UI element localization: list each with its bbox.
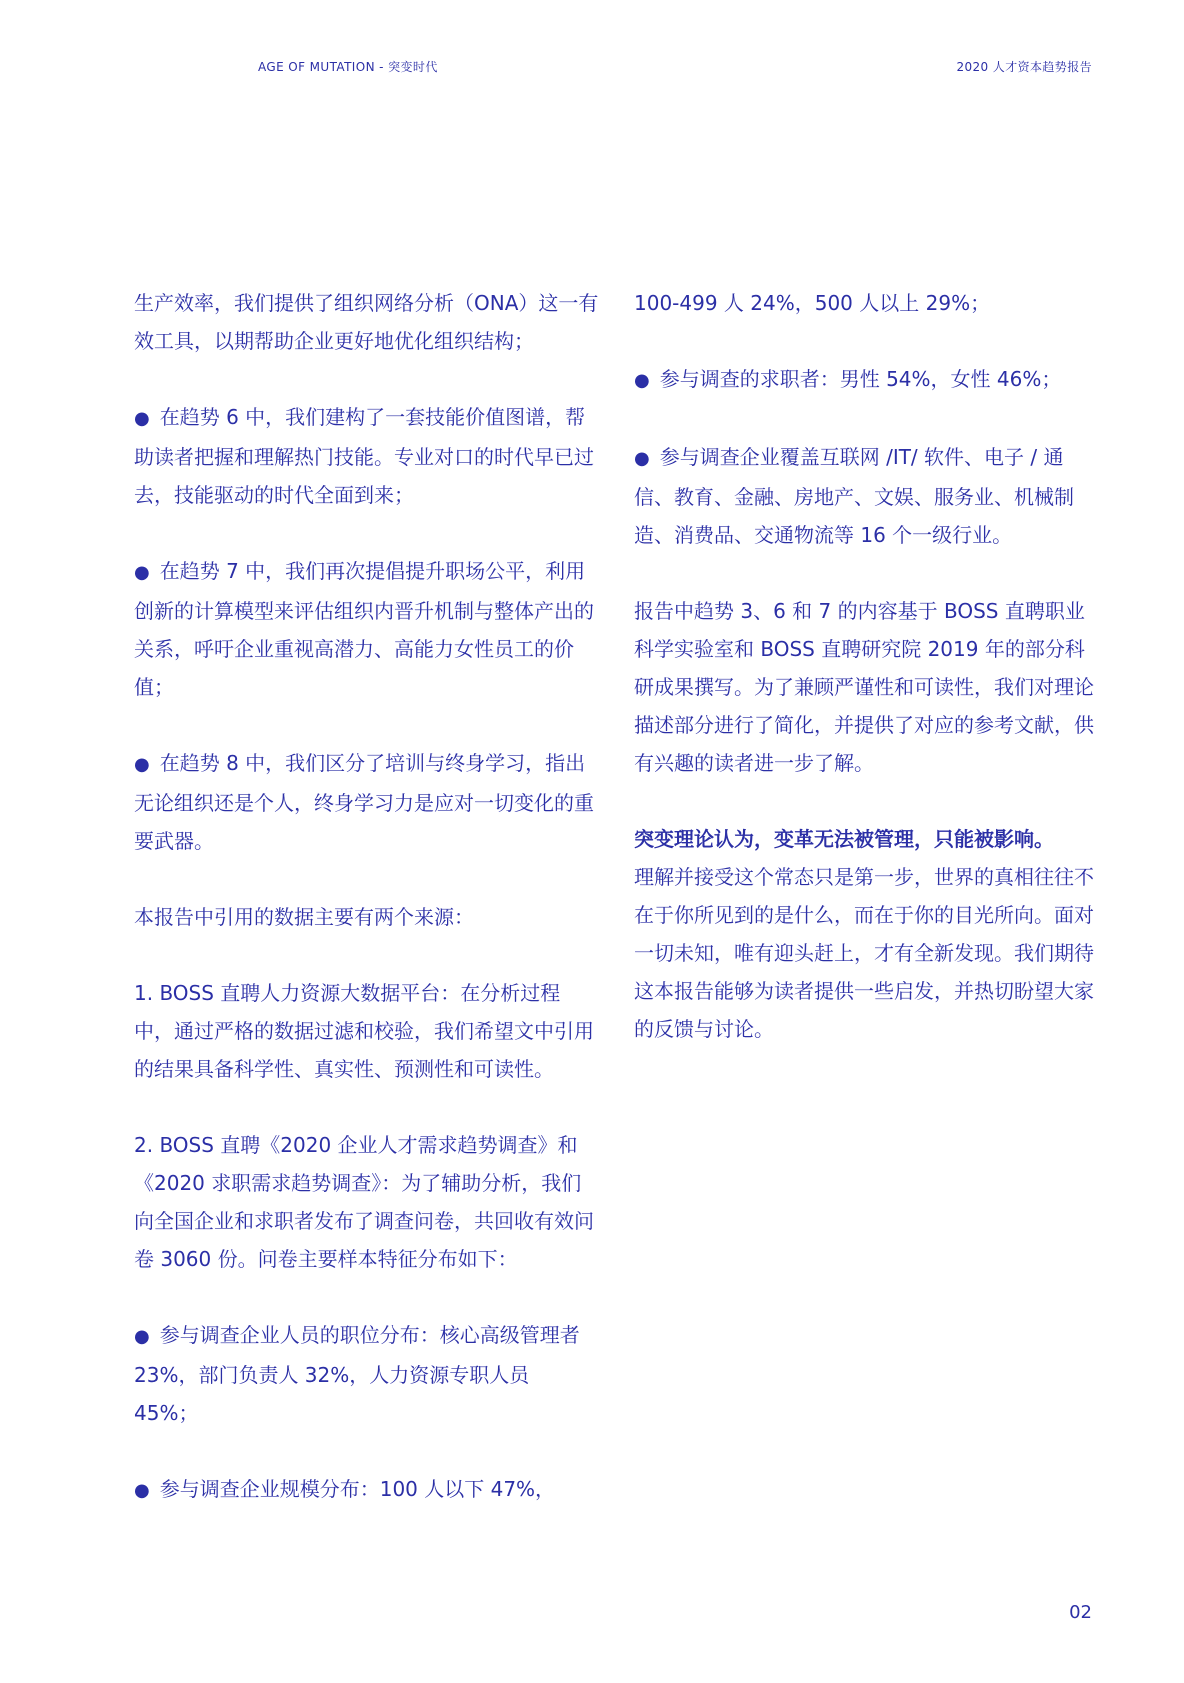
paragraph: 100-499 人 24%，500 人以上 29%； [634, 291, 991, 315]
bullet-item: ● 参与调查企业规模分布：100 人以下 47%， [134, 1470, 599, 1510]
paragraph: 本报告中引用的数据主要有两个来源： [134, 905, 474, 929]
paragraph: 理解并接受这个常态只是第一步，世界的真相往往不在于你所见到的是什么，而在于你的目光所向。面对一切未知，唯有迎头赶上，才有全新发现。我们期待这本报告能够为读者提供一些启发，并热切盼望大家的反馈与讨论。 [634, 865, 1094, 1041]
bullet-item: ● 参与调查企业人员的职位分布：核心高级管理者 23%，部门负责人 32%，人力资源专职人员 45%； [134, 1316, 599, 1432]
right-column [634, 284, 1099, 1086]
paragraph: 报告中趋势 3、6 和 7 的内容基于 BOSS 直聘职业科学实验室和 BOSS 直聘研究院 2019 年的部分科研成果撰写。为了兼顾严谨性和可读性，我们对理论描述部分进行了简化，并提供了对应的参考文献，供有兴趣的读者进一步了解。 [634, 599, 1094, 775]
paragraph: 1. BOSS 直聘人力资源大数据平台：在分析过程中，通过严格的数据过滤和校验，我们希望文中引用的结果具备科学性、真实性、预测性和可读性。 [134, 981, 594, 1081]
bullet-item: ● 参与调查企业覆盖互联网 /IT/ 软件、电子 / 通信、教育、金融、房地产、文娱、服务业、机械制造、消费品、交通物流等 16 个一级行业。 [634, 438, 1099, 554]
emphasis-heading: 突变理论认为，变革无法被管理，只能被影响。 [634, 827, 1054, 851]
bullet-item: ● 在趋势 6 中，我们建构了一套技能价值图谱，帮助读者把握和理解热门技能。专业对口的时代早已过去，技能驱动的时代全面到来； [134, 398, 599, 514]
bullet-item: ● 在趋势 7 中，我们再次提倡提升职场公平，利用创新的计算模型来评估组织内晋升机制与整体产出的关系，呼吁企业重视高潜力、高能力女性员工的价值； [134, 552, 599, 706]
header-report-name: 2020 人才资本趋势报告 [956, 60, 1092, 74]
page-header [0, 58, 1184, 78]
left-column [134, 284, 599, 1548]
bullet-item: ● 在趋势 8 中，我们区分了培训与终身学习，指出无论组织还是个人，终身学习力是应对一切变化的重要武器。 [134, 744, 599, 860]
bullet-item: ● 参与调查的求职者：男性 54%，女性 46%； [634, 360, 1099, 400]
header-title: AGE OF MUTATION - 突变时代 [258, 60, 438, 74]
paragraph: 生产效率，我们提供了组织网络分析（ONA）这一有效工具，以期帮助企业更好地优化组织结构； [134, 291, 599, 353]
page-number: 02 [1069, 1602, 1092, 1623]
paragraph: 2. BOSS 直聘《2020 企业人才需求趋势调查》和《2020 求职需求趋势调查》：为了辅助分析，我们向全国企业和求职者发布了调查问卷，共回收有效问卷 3060 份。问卷主要样本特征分布如下： [134, 1133, 594, 1271]
